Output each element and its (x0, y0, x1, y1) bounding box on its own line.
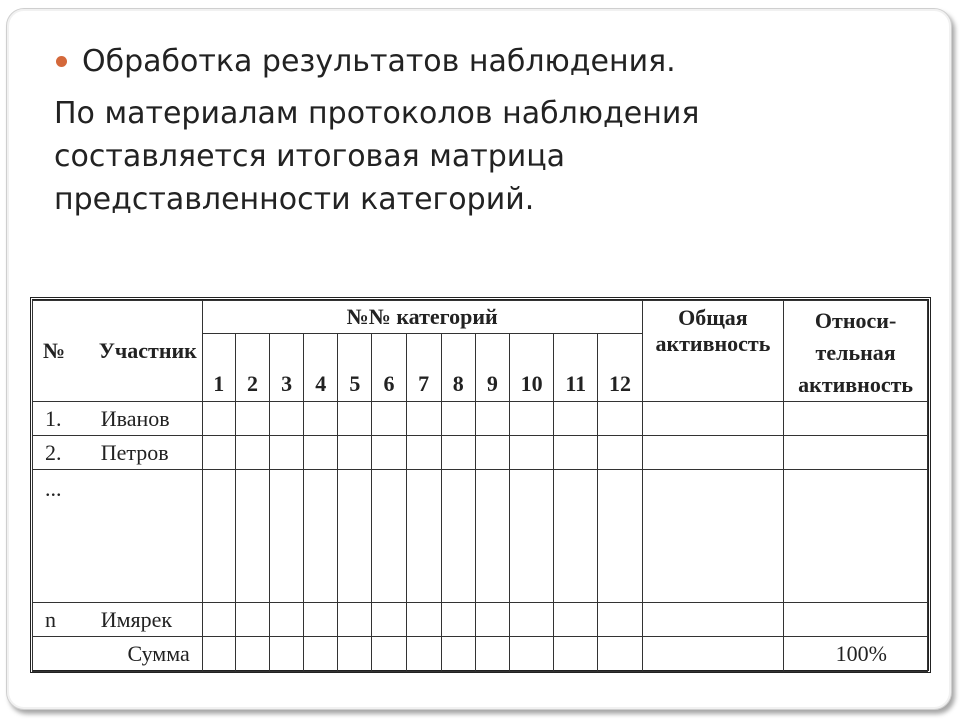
table-row (33, 402, 928, 436)
cell (338, 603, 372, 637)
category-1: 1 (202, 334, 235, 402)
cell (642, 637, 784, 672)
cell (406, 402, 441, 436)
cell (510, 436, 554, 470)
cell (598, 603, 642, 637)
bullet-text: Обработка результатов наблюдения. (82, 44, 676, 79)
table-row (33, 436, 928, 470)
header-participant: Участник (81, 301, 203, 402)
cell (441, 436, 475, 470)
cell (270, 637, 304, 672)
cell (270, 603, 304, 637)
header-categories: №№ категорий (202, 301, 642, 334)
header-relative-activity-line1: Относи- (814, 308, 897, 333)
cell (338, 470, 372, 603)
cell (338, 637, 372, 672)
bullet-dot-icon (56, 56, 67, 67)
cell (475, 436, 509, 470)
cell (304, 603, 338, 637)
cell (475, 470, 509, 603)
cell (784, 436, 928, 470)
cell (510, 470, 554, 603)
cell (338, 402, 372, 436)
row-name: Петров (81, 436, 203, 470)
header-row-1 (33, 301, 928, 334)
cell (338, 436, 372, 470)
cell (784, 470, 928, 603)
category-9: 9 (475, 334, 509, 402)
header-num: № (33, 301, 81, 402)
cell (441, 603, 475, 637)
cell (554, 637, 598, 672)
table-row (33, 603, 928, 637)
cell (642, 436, 784, 470)
cell (441, 637, 475, 672)
cell (784, 603, 928, 637)
cell (441, 402, 475, 436)
cell (235, 637, 269, 672)
cell (510, 637, 554, 672)
cell (510, 402, 554, 436)
cell (202, 436, 235, 470)
row-num: n (33, 603, 81, 637)
cell (642, 402, 784, 436)
cell (475, 402, 509, 436)
category-8: 8 (441, 334, 475, 402)
paragraph-line-1: По материалам протоколов наблюдения (54, 96, 700, 131)
cell (510, 603, 554, 637)
cell (598, 402, 642, 436)
cell (554, 436, 598, 470)
cell (554, 603, 598, 637)
cell (406, 637, 441, 672)
row-num: ... (33, 470, 81, 603)
category-6: 6 (372, 334, 406, 402)
cell (372, 637, 406, 672)
cell (202, 470, 235, 603)
cell (598, 436, 642, 470)
cell (372, 470, 406, 603)
cell (554, 470, 598, 603)
header-total-activity (642, 301, 784, 402)
table-row (33, 470, 928, 603)
paragraph-line-3: представленности категорий. (54, 182, 535, 217)
header-relative-activity (784, 301, 928, 402)
category-7: 7 (406, 334, 441, 402)
cell (202, 402, 235, 436)
paragraph (54, 92, 874, 221)
row-name: Иванов (81, 402, 203, 436)
cell (372, 603, 406, 637)
cell (270, 436, 304, 470)
cell (372, 402, 406, 436)
cell (598, 470, 642, 603)
cell (202, 637, 235, 672)
category-3: 3 (270, 334, 304, 402)
header-relative-activity-line3: активность (798, 372, 914, 397)
cell (554, 402, 598, 436)
category-2: 2 (235, 334, 269, 402)
cell (406, 436, 441, 470)
cell (642, 470, 784, 603)
cell (304, 436, 338, 470)
cell (598, 637, 642, 672)
row-num: 1. (33, 402, 81, 436)
cell (235, 402, 269, 436)
cell (235, 436, 269, 470)
category-11: 11 (554, 334, 598, 402)
cell (441, 470, 475, 603)
cell (270, 470, 304, 603)
cell (202, 603, 235, 637)
cell (475, 603, 509, 637)
paragraph-line-2: составляется итоговая матрица (54, 139, 566, 174)
sum-label: Сумма (33, 637, 203, 672)
row-name (81, 470, 203, 603)
category-10: 10 (510, 334, 554, 402)
category-4: 4 (304, 334, 338, 402)
sum-row (33, 637, 928, 672)
cell (475, 637, 509, 672)
header-total-activity-line1: Общая (678, 305, 748, 330)
cell (406, 470, 441, 603)
cell (642, 603, 784, 637)
category-matrix-table (32, 300, 928, 672)
category-12: 12 (598, 334, 642, 402)
row-num: 2. (33, 436, 81, 470)
header-relative-activity-line2: тельная (815, 340, 896, 365)
cell (235, 470, 269, 603)
sum-value: 100% (784, 637, 928, 672)
cell (304, 470, 338, 603)
cell (784, 402, 928, 436)
cell (372, 436, 406, 470)
category-5: 5 (338, 334, 372, 402)
cell (304, 637, 338, 672)
cell (406, 603, 441, 637)
cell (235, 603, 269, 637)
row-name: Имярек (81, 603, 203, 637)
cell (304, 402, 338, 436)
header-total-activity-line2: активность (655, 331, 771, 356)
cell (270, 402, 304, 436)
